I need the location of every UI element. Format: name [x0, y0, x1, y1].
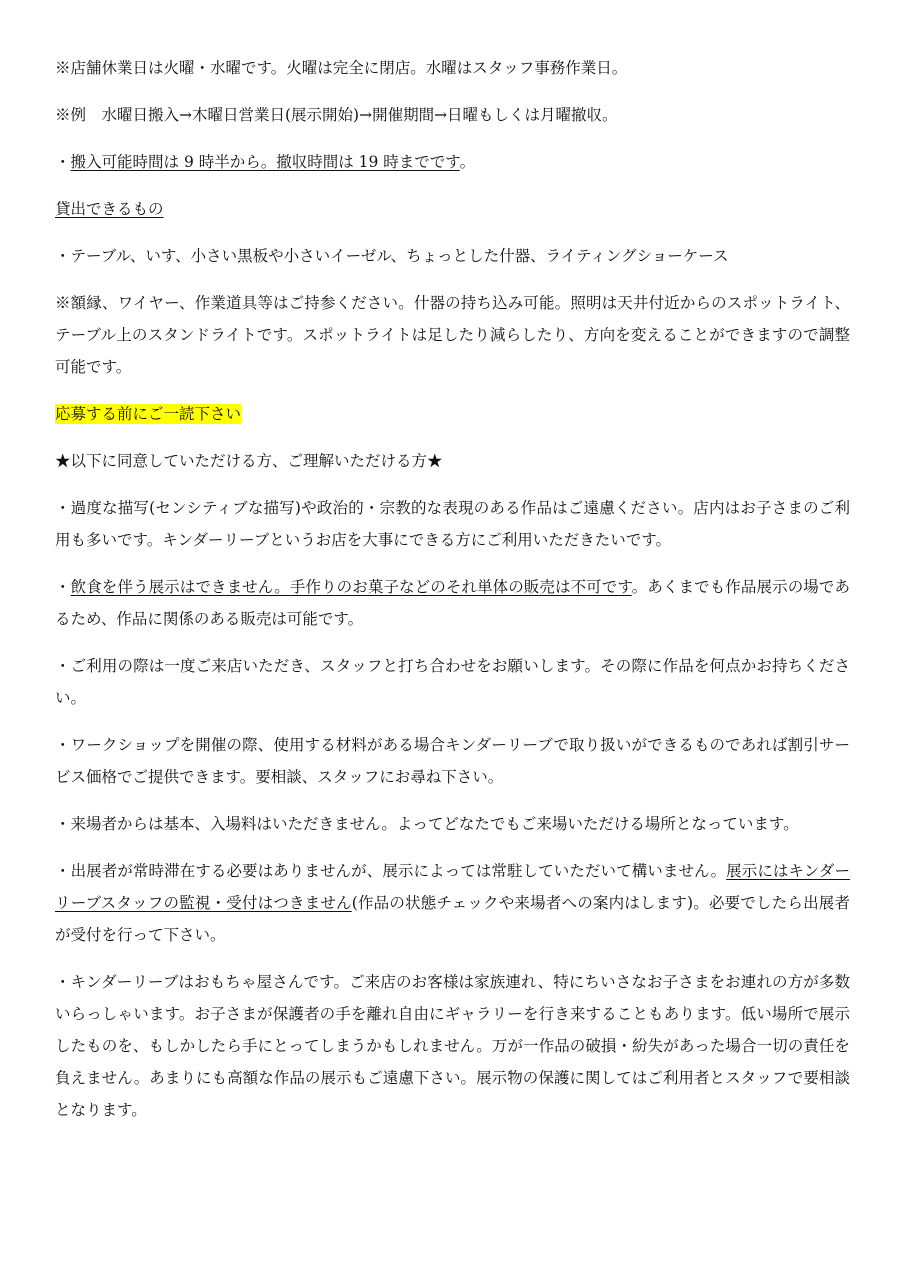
text-segment: 。: [459, 153, 476, 171]
paragraph: [55, 146, 850, 178]
text-segment: ・過度な描写(センシティブな描写)や政治的・宗教的な表現のある作品はご遠慮ください。店内はお子さまのご利用も多いです。キンダーリーブというお店を大事にできる方にご利用いただきたいです。: [55, 499, 850, 549]
text-segment: ・ワークショップを開催の際、使用する材料がある場合キンダーリーブで取り扱いができるものであれば割引サービス価格でご提供できます。要相談、スタッフにお尋ね下さい。: [55, 736, 850, 786]
paragraph: [55, 52, 850, 84]
text-segment: ※例 水曜日搬入→木曜日営業日(展示開始)→開催期間→日曜もしくは月曜撤収。: [55, 106, 618, 124]
text-segment: ★以下に同意していただける方、ご理解いただける方★: [55, 452, 443, 470]
underlined-text: 搬入可能時間は 9 時半から。撤収時間は 19 時までです: [70, 153, 460, 171]
text-segment: ・来場者からは基本、入場料はいただきません。よってどなたでもご来場いただける場所となっています。: [55, 815, 799, 833]
text-segment: ※店舗休業日は火曜・水曜です。火曜は完全に閉店。水曜はスタッフ事務作業日。: [55, 59, 628, 77]
paragraph: [55, 240, 850, 272]
paragraph: [55, 650, 850, 714]
paragraph: [55, 193, 850, 225]
text-segment: ・: [55, 578, 71, 596]
text-segment: ※額縁、ワイヤー、作業道具等はご持参ください。什器の持ち込み可能。照明は天井付近からのスポットライト、テーブル上のスタンドライトです。スポットライトは足したり減らしたり、方向を変えることができますので調整可能です。: [55, 294, 850, 376]
text-segment: ・: [55, 153, 71, 171]
paragraph: [55, 571, 850, 635]
text-segment: (作品の状態チェックや来場者への案内はします)。必要でしたら出展者が受付を行って下さい。: [55, 894, 850, 944]
document-body: [55, 52, 850, 1141]
paragraph: [55, 855, 850, 951]
highlighted-heading: 応募する前にご一読下さい: [55, 405, 242, 423]
text-segment: ・テーブル、いす、小さい黒板や小さいイーゼル、ちょっとした什器、ライティングショーケース: [55, 247, 729, 265]
paragraph: [55, 99, 850, 131]
paragraph: [55, 966, 850, 1126]
underlined-text: 展示にはキンダーリーブスタッフの監視・受付はつきません: [55, 862, 850, 912]
text-segment: 。あくまでも作品展示の場であるため、作品に関係のある販売は可能です。: [55, 578, 850, 628]
underlined-text: 飲食を伴う展示はできません。手作りのお菓子などのそれ単体の販売は不可です: [70, 578, 632, 596]
paragraph: [55, 445, 850, 477]
paragraph: [55, 398, 850, 430]
paragraph: [55, 808, 850, 840]
underlined-text: 貸出できるもの: [55, 200, 164, 218]
text-segment: ・出展者が常時滞在する必要はありませんが、展示によっては常駐していただいて構いません。: [55, 862, 727, 880]
paragraph: [55, 287, 850, 383]
paragraph: [55, 492, 850, 556]
text-segment: ・ご利用の際は一度ご来店いただき、スタッフと打ち合わせをお願いします。その際に作品を何点かお持ちください。: [55, 657, 850, 707]
paragraph: [55, 729, 850, 793]
text-segment: ・キンダーリーブはおもちゃ屋さんです。ご来店のお客様は家族連れ、特にちいさなお子さまをお連れの方が多数いらっしゃいます。お子さまが保護者の手を離れ自由にギャラリーを行き来することもあります。低い場所で展示したものを、もしかしたら手にとってしまうかもしれません。万が一作品の破損・紛失があった場合一切の責任を負えません。あまりにも高額な作品の展示もご遠慮下さい。展示物の保護に関してはご利用者とスタッフで要相談となります。: [55, 973, 850, 1119]
